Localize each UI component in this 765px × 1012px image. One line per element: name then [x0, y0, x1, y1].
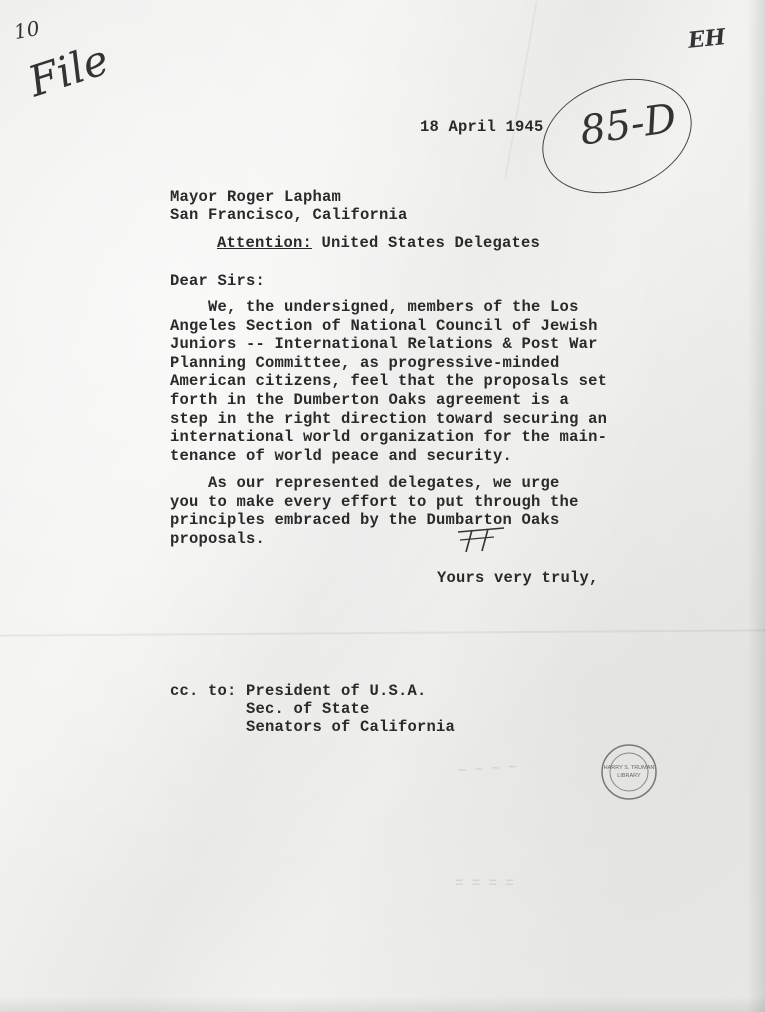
stamp-line: HARRY S. TRUMAN	[603, 765, 655, 771]
cc-line: Sec. of State	[170, 700, 370, 718]
addressee-location: San Francisco, California	[170, 206, 408, 224]
stamp-line: LIBRARY	[617, 773, 641, 779]
paper-crease	[0, 629, 765, 636]
paper-edge-shadow	[0, 996, 765, 1012]
body-paragraph-1: We, the undersigned, members of the Los Angeles Section of National Council of Jewish Juniors -- International Relations & Post War Planning Committee, as progressive-minded American citizens, feel that the proposals set forth in the Dumberton Oaks agreement is a step in the right direction toward securing an international world organization for the main- tenance of world peace and security.	[170, 298, 608, 465]
library-stamp	[600, 743, 658, 801]
handwritten-number: 10	[12, 15, 42, 45]
attention-line	[217, 234, 540, 253]
bleed-through-mark: = = = =	[455, 876, 514, 892]
addressee-name: Mayor Roger Lapham	[170, 188, 342, 206]
handwritten-corner-mark: EH	[686, 24, 727, 54]
cc-line: Senators of California	[170, 718, 456, 736]
body-paragraph-2: As our represented delegates, we urge you to make every effort to put through the principles embraced by the Dumbarton Oaks proposals.	[170, 474, 579, 548]
paper-crease	[504, 1, 537, 179]
attention-label: Attention:	[217, 234, 313, 252]
paper-edge-shadow	[747, 0, 765, 1012]
handwritten-file-code: 85-D	[577, 95, 680, 155]
letter-closing: Yours very truly,	[437, 569, 599, 587]
bleed-through-mark: ~ ~ ~ ~	[457, 759, 518, 781]
cc-line: cc. to: President of U.S.A.	[170, 682, 427, 700]
attention-text: United States Delegates	[312, 234, 541, 252]
letter-date: 18 April 1945	[420, 118, 544, 136]
handwritten-file-note: File	[22, 34, 115, 107]
salutation: Dear Sirs:	[170, 272, 266, 290]
